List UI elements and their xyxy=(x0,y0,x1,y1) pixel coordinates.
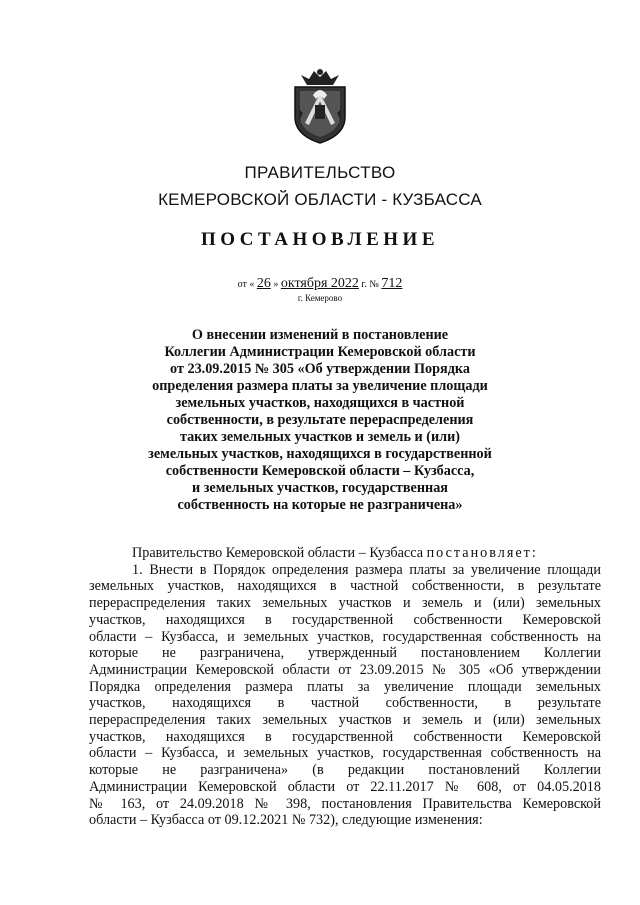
body-line: области – Кузбасса от 09.12.2021 № 732), следующие изменения: xyxy=(89,812,483,829)
body-line: которые не разграничена» (в редакции постановлений Коллегии xyxy=(89,762,601,779)
date-separator: » xyxy=(273,279,279,290)
title-line: собственность на которые не разграничена» xyxy=(177,497,463,513)
date-number-line xyxy=(0,276,640,292)
body-line: 1. Внести в Порядок определения размера платы за увеличение площади xyxy=(132,561,601,578)
title-line: от 23.09.2015 № 305 «Об утверждении Порядка xyxy=(170,361,470,377)
date-month-year: октября 2022 xyxy=(280,276,359,291)
title-line: и земельных участков, государственная xyxy=(192,480,448,496)
title-line: собственности, в результате перераспределения xyxy=(166,412,474,428)
government-name-line2: КЕМЕРОВСКОЙ ОБЛАСТИ - КУЗБАССА xyxy=(158,190,482,209)
body-line: земельных участков, находящихся в частной собственности, в результате xyxy=(89,578,601,595)
coat-of-arms-icon xyxy=(289,65,351,145)
title-line: земельных участков, находящихся в частной xyxy=(175,395,465,411)
intro-line xyxy=(89,545,601,562)
body-line: Администрации Кемеровской области от 22.11.2017 № 608, от 04.05.2018 xyxy=(89,778,601,795)
document-title xyxy=(0,327,640,514)
body-line: области – Кузбасса, и земельных участков, государственная собственность на xyxy=(89,628,601,645)
body-line: Порядка определения размера платы за увеличение площади земельных xyxy=(89,678,601,695)
title-line: Коллегии Администрации Кемеровской области xyxy=(164,344,476,360)
body-line: области – Кузбасса, и земельных участков, государственная собственность на xyxy=(89,745,601,762)
document-body xyxy=(89,545,601,829)
body-line: участков, находящихся в государственной собственности Кемеровской xyxy=(89,728,601,745)
body-line: перераспределения таких земельных участков и земель и (или) земельных xyxy=(89,712,601,729)
body-line: перераспределения таких земельных участков и земель и (или) земельных xyxy=(89,595,601,612)
number-label: № xyxy=(369,279,379,290)
body-line: которые не разграничена, утвержденный постановлением Коллегии xyxy=(89,645,601,662)
city: г. Кемерово xyxy=(297,293,343,303)
title-line: О внесении изменений в постановление xyxy=(191,327,449,343)
title-line: земельных участков, находящихся в государственной xyxy=(148,446,492,462)
year-suffix: г. xyxy=(361,279,367,290)
body-line: Администрации Кемеровской области от 23.09.2015 № 305 «Об утверждении xyxy=(89,661,601,678)
intro-verb: постановляет: xyxy=(426,545,538,561)
document-number: 712 xyxy=(381,276,403,291)
title-line: таких земельных участков и земель и (или) xyxy=(179,429,461,445)
body-line: участков, находящихся в государственной собственности Кемеровской xyxy=(89,611,601,628)
date-prefix: от « xyxy=(237,279,255,290)
title-line: определения размера платы за увеличение площади xyxy=(152,378,488,394)
intro-prefix: Правительство Кемеровской области – Кузбасса xyxy=(132,545,424,561)
document-type: ПОСТАНОВЛЕНИЕ xyxy=(200,229,440,250)
body-line: № 163, от 24.09.2018 № 398, постановления Правительства Кемеровской xyxy=(89,795,601,812)
title-line: собственности Кемеровской области – Кузбасса, xyxy=(165,463,475,479)
body-line: участков, находящихся в частной собственности, в результате xyxy=(89,695,601,712)
date-day: 26 xyxy=(256,276,271,291)
government-name-line1: ПРАВИТЕЛЬСТВО xyxy=(244,163,396,182)
